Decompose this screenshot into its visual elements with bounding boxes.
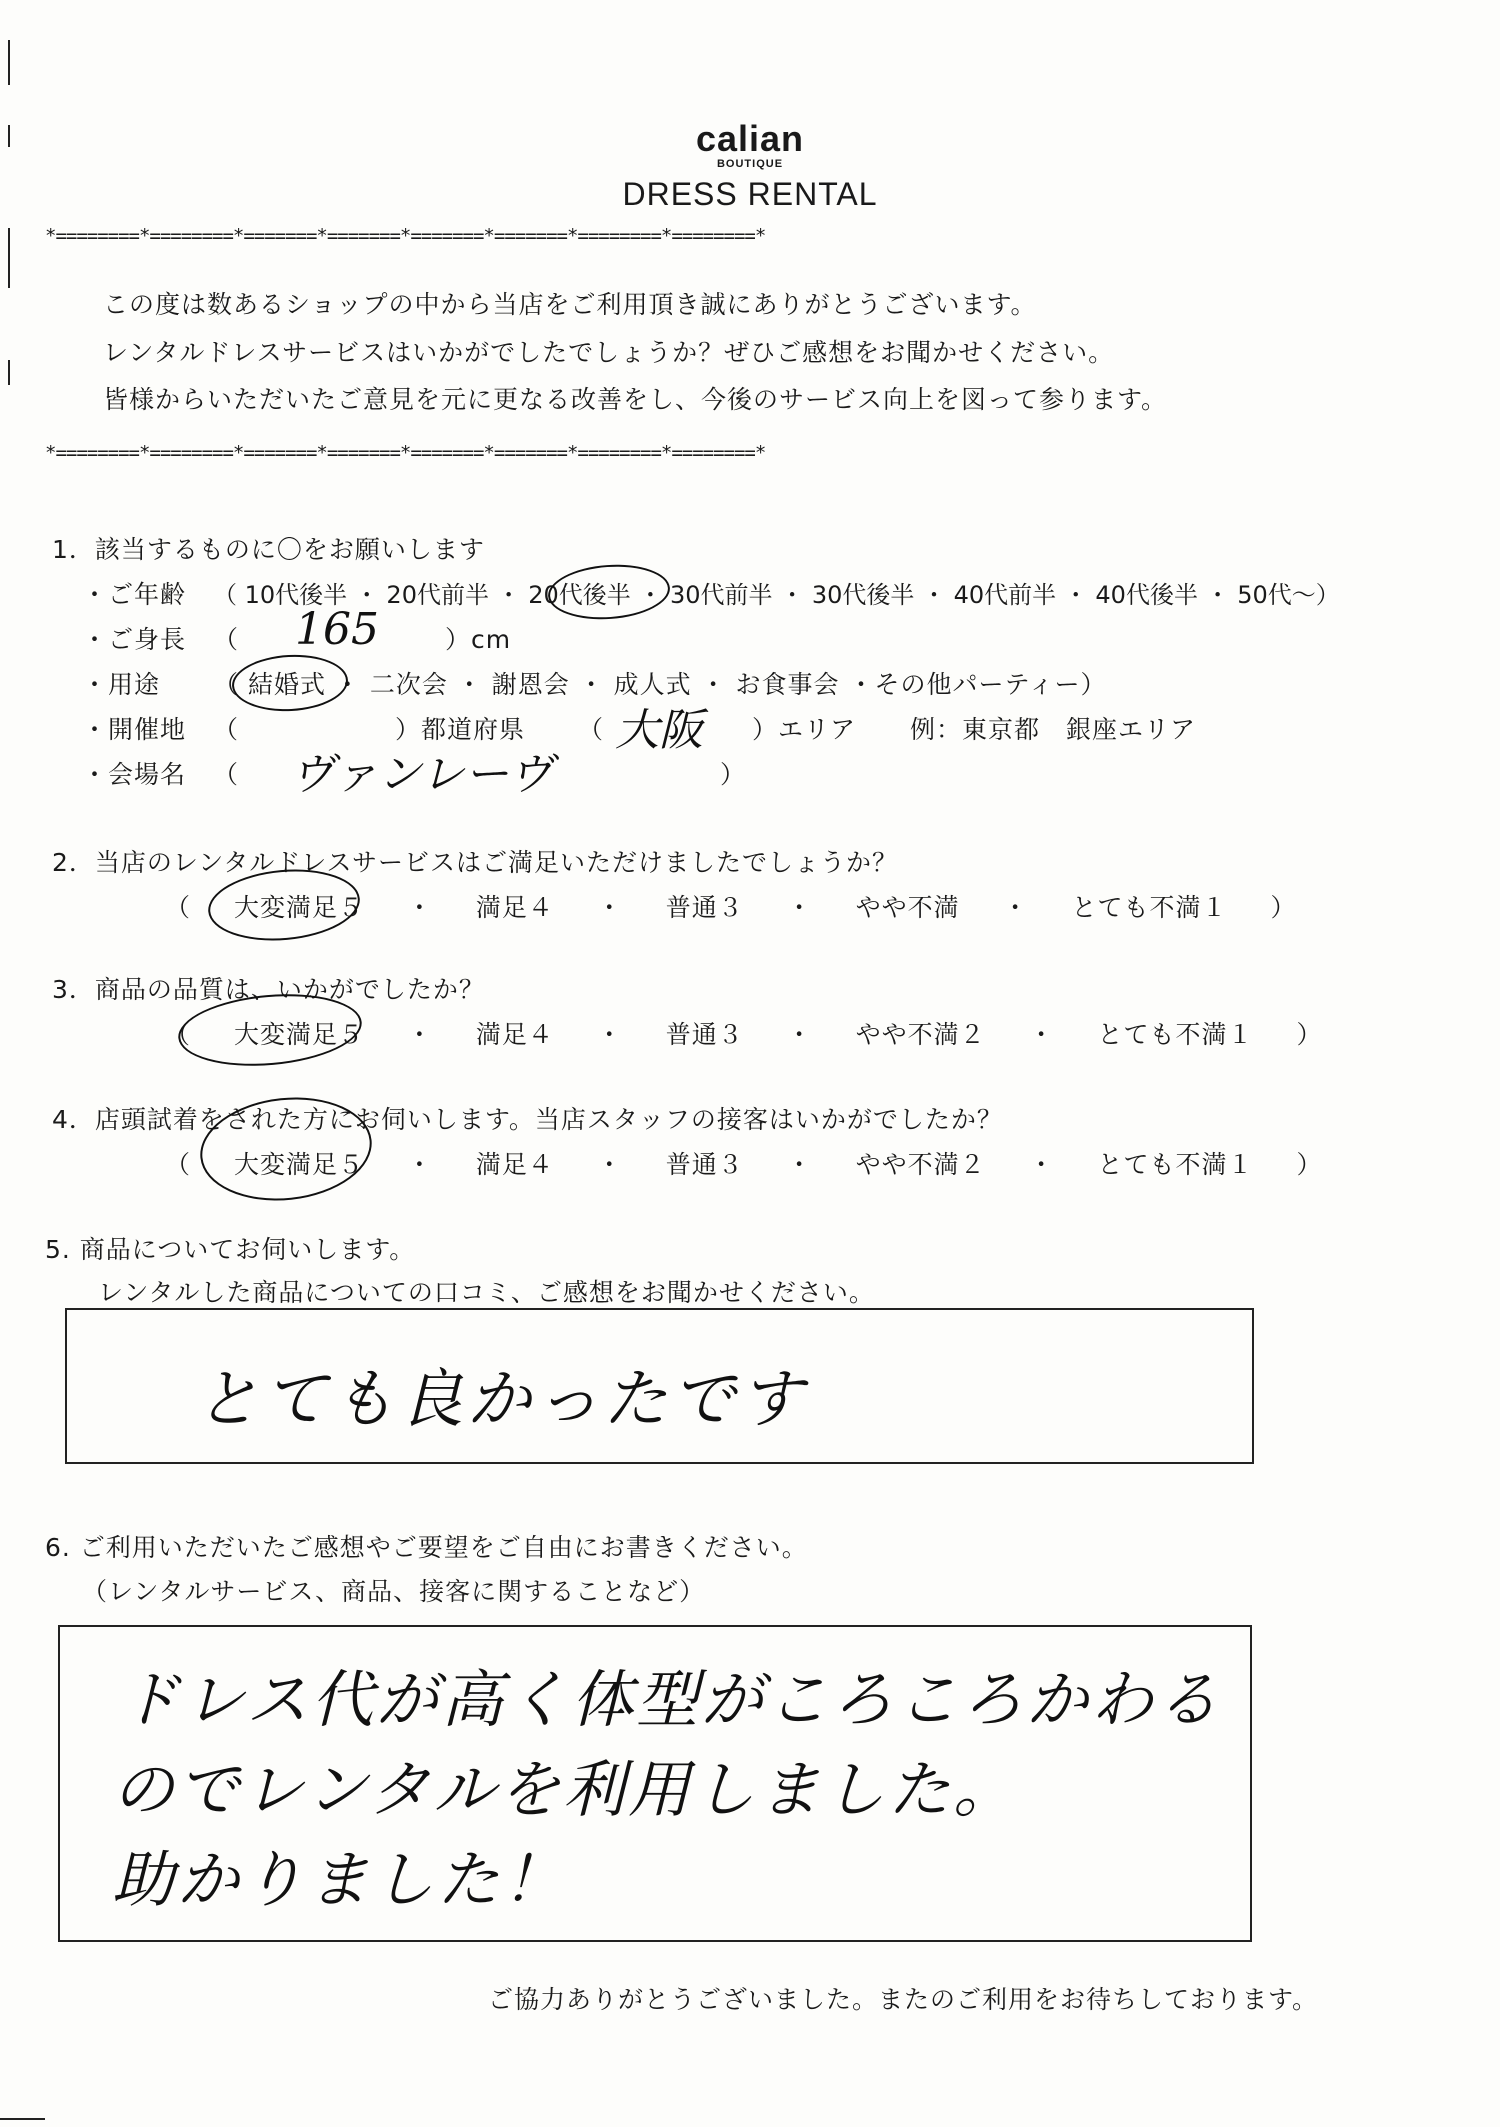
venue-value[interactable]: ヴァンレーヴ bbox=[290, 749, 553, 800]
prefecture-close: ）都道府県 bbox=[395, 715, 526, 744]
area-close: ）エリア bbox=[752, 715, 857, 744]
prefecture-open: （ bbox=[213, 715, 240, 744]
height-value[interactable]: 165 bbox=[295, 604, 379, 655]
scan-edge-mark bbox=[8, 40, 10, 85]
brand-name: calian bbox=[695, 118, 805, 159]
q4-title: 4．店頭試着をされた方にお伺いします。当店スタッフの接客はいかがでしたか？ bbox=[52, 1105, 1003, 1134]
brand-sub: BOUTIQUE bbox=[716, 158, 784, 170]
q4-options[interactable]: （ 大変満足５ ・ 満足４ ・ 普通３ ・ やや不満２ ・ とても不満１ ） bbox=[165, 1150, 1323, 1179]
scan-edge-mark bbox=[0, 2118, 45, 2120]
brand-title: DRESS RENTAL bbox=[622, 176, 878, 212]
scan-edge-mark bbox=[8, 360, 10, 385]
divider-top: *========*========*=======*=======*=======*=======*========*========* bbox=[45, 225, 766, 247]
q6-answer-line-3: 助かりました！ bbox=[112, 1843, 568, 1916]
q2-options[interactable]: （ 大変満足５ ・ 満足４ ・ 普通３ ・ やや不満 ・ とても不満１ ） bbox=[165, 893, 1297, 922]
location-example: 例：東京都 銀座エリア bbox=[910, 715, 1197, 744]
location-label: ・開催地 bbox=[82, 715, 187, 744]
divider-bottom: *========*========*=======*=======*=======*=======*========*========* bbox=[45, 442, 766, 464]
q6-answer-line-2: のでレンタルを利用しました。 bbox=[112, 1753, 1018, 1826]
height-close: ）cm bbox=[445, 625, 512, 654]
age-label: ・ご年齢 bbox=[82, 580, 187, 609]
purpose-options[interactable]: （ 結婚式 ・ 二次会 ・ 謝恩会 ・ 成人式 ・ お食事会 ・その他パーティー） bbox=[213, 670, 1107, 699]
q6-title: 6. ご利用いただいたご感想やご要望をご自由にお書きください。 bbox=[45, 1533, 808, 1562]
q1-title: 1．該当するものに〇をお願いします bbox=[52, 535, 485, 564]
q5-title: 5. 商品についてお伺いします。 bbox=[45, 1235, 416, 1264]
height-label: ・ご身長 bbox=[82, 625, 187, 654]
footer-thanks: ご協力ありがとうございました。またのご利用をお待ちしております。 bbox=[488, 1985, 1319, 2014]
q6-subtitle: （レンタルサービス、商品、接客に関することなど） bbox=[82, 1577, 706, 1606]
venue-open: （ bbox=[213, 760, 240, 789]
q5-answer: とても良かったです bbox=[195, 1363, 807, 1437]
purpose-label: ・用途 bbox=[82, 670, 161, 699]
age-selection-circle bbox=[546, 561, 671, 623]
area-value[interactable]: 大阪 bbox=[615, 705, 703, 756]
area-open: （ bbox=[578, 715, 605, 744]
height-open: （ bbox=[213, 625, 240, 654]
venue-close: ） bbox=[720, 760, 747, 789]
intro-line-1: この度は数あるショップの中から当店をご利用頂き誠にありがとうございます。 bbox=[103, 290, 1037, 319]
scan-edge-mark bbox=[8, 228, 10, 288]
purpose-selection-circle bbox=[231, 652, 350, 714]
intro-line-2: レンタルドレスサービスはいかがでしたでしょうか？ぜひご感想をお聞かせください。 bbox=[103, 338, 1115, 367]
q3-title: 3．商品の品質は、いかがでしたか？ bbox=[52, 975, 485, 1004]
q2-title: 2．当店のレンタルドレスサービスはご満足いただけましたでしょうか？ bbox=[52, 848, 899, 877]
q6-answer-line-1: ドレス代が高く体型がころころかわる bbox=[118, 1663, 1222, 1736]
intro-line-3: 皆様からいただいたご意見を元に更なる改善をし、今後のサービス向上を図って参ります。 bbox=[103, 385, 1168, 414]
venue-label: ・会場名 bbox=[82, 760, 187, 789]
q5-subtitle: レンタルした商品についての口コミ、ご感想をお聞かせください。 bbox=[98, 1278, 875, 1307]
age-options[interactable]: （ 10代後半 ・ 20代前半 ・ 20代後半 ・ 30代前半 ・ 30代後半 ・ 40代前半 ・ 40代後半 ・ 50代～） bbox=[213, 581, 1340, 609]
q3-options[interactable]: （ 大変満足５ ・ 満足４ ・ 普通３ ・ やや不満２ ・ とても不満１ ） bbox=[165, 1020, 1323, 1049]
